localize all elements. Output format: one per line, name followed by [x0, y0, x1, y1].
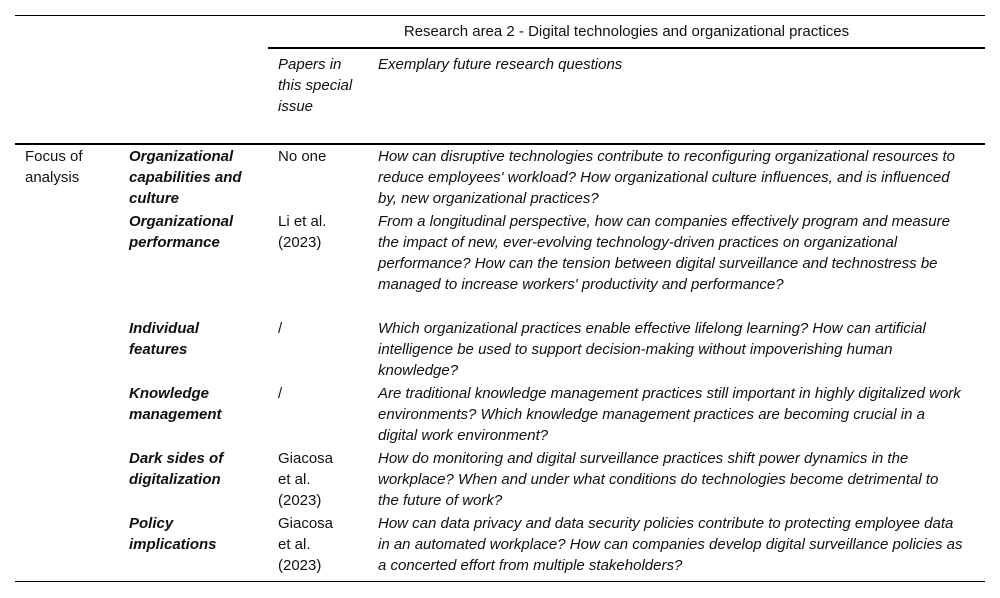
row-questions: How do monitoring and digital surveillance practices shift power dynamics in the workplace? When and under what conditions do technologies become detrimental to the future of work?	[378, 450, 939, 509]
column-header-papers: Papers in this special issue	[278, 56, 353, 115]
row-topic: Organizational capabilities and culture	[129, 148, 242, 207]
row-papers: Giacosa et al. (2023)	[278, 515, 334, 574]
row-topic: Policy implications	[129, 515, 217, 553]
group-header-title: Research area 2 - Digital technologies and organizational practices	[403, 23, 850, 40]
row-questions: How can data privacy and data security policies contribute to protecting employee data in an automated workplace? How can companies develop digital surveillance policies as a concerted effort from multiple stakeholders?	[378, 515, 963, 574]
column-header-questions: Exemplary future research questions	[378, 56, 623, 73]
row-papers: Giacosa et al. (2023)	[278, 450, 334, 509]
row-topic: Knowledge management	[129, 385, 222, 423]
focus-of-analysis-label: Focus of analysis	[25, 148, 83, 186]
header-bottom-rule	[15, 143, 985, 145]
group-header-rule	[268, 47, 985, 49]
row-questions: From a longitudinal perspective, how can companies effectively program and measure the impact of new, ever-evolving technology-driven practices on organizational performance? How can the tension between digital surveillance and technostress be managed to increase workers' productivity and performance?	[378, 213, 950, 293]
row-topic: Dark sides of digitalization	[129, 450, 224, 488]
row-questions: Which organizational practices enable effective lifelong learning? How can artificial intelligence be used to support decision-making without impoverishing human knowledge?	[378, 320, 926, 379]
table-bottom-rule	[15, 581, 985, 582]
row-papers: Li et al. (2023)	[278, 213, 327, 251]
row-papers: /	[278, 320, 283, 337]
row-questions: Are traditional knowledge management practices still important in highly digitalized work environments? Which knowledge management practices are becoming crucial in a digital work environment?	[378, 385, 961, 444]
row-topic: Organizational performance	[129, 213, 234, 251]
row-topic: Individual features	[129, 320, 200, 358]
table-top-rule	[15, 15, 985, 16]
row-papers: /	[278, 385, 283, 402]
row-papers: No one	[278, 148, 327, 165]
row-questions: How can disruptive technologies contribute to reconfiguring organizational resources to reduce employees' workload? How organizational culture influences, and is influenced by, new organizational practices?	[378, 148, 955, 207]
